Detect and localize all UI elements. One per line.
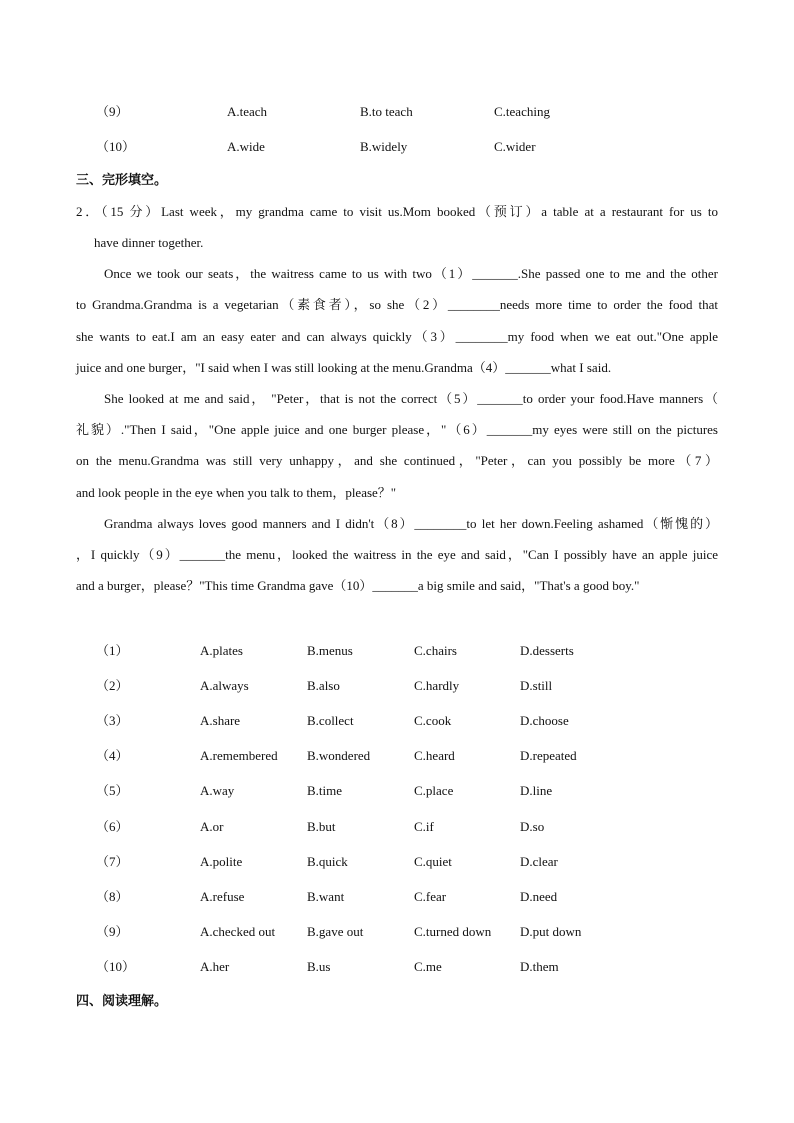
option-number: （10） bbox=[96, 958, 136, 974]
option-b: B.collect bbox=[307, 713, 354, 729]
option-a: A.plates bbox=[200, 643, 243, 658]
passage-line: to Grandma.Grandma is a vegetarian（素食者），so she（2）________needs more time to order the food that bbox=[76, 297, 718, 312]
option-d: D.them bbox=[520, 958, 559, 974]
option-number: （10） bbox=[96, 139, 136, 154]
option-number: （4） bbox=[96, 748, 129, 764]
passage-line: She looked at me and said， "Peter，that is not the correct（5）_______to order your food.Have manners（ bbox=[104, 391, 718, 406]
option-b: B.want bbox=[307, 888, 345, 904]
option-c: C.cook bbox=[414, 713, 452, 729]
section-heading-reading: 四、阅读理解。 bbox=[76, 994, 168, 1009]
option-b: B.quick bbox=[307, 853, 348, 869]
option-b: B.widely bbox=[360, 139, 408, 154]
option-c: C.heard bbox=[414, 748, 455, 764]
option-c: C.if bbox=[414, 818, 434, 834]
option-c: C.chairs bbox=[414, 643, 457, 658]
option-c: C.fear bbox=[414, 888, 447, 904]
option-c: C.hardly bbox=[414, 678, 460, 694]
option-c: C.place bbox=[414, 783, 454, 799]
option-row bbox=[96, 676, 656, 696]
option-d: D.so bbox=[520, 818, 545, 834]
option-a: A.her bbox=[200, 958, 230, 974]
passage-line: Grandma always loves good manners and I didn't（8）________to let her down.Feeling ashamed（惭愧的） bbox=[104, 516, 718, 531]
option-row bbox=[96, 781, 656, 801]
passage-line: on the menu.Grandma was still very unhappy，and she continued，"Peter，can you possibly be more（7） bbox=[76, 453, 718, 468]
option-a: A.always bbox=[200, 678, 249, 694]
option-d: D.desserts bbox=[520, 643, 574, 658]
passage-line: she wants to eat.I am an easy eater and can always quickly（3）________my food when we eat out."One apple bbox=[76, 329, 718, 344]
passage-line: and look people in the eye when you talk to them，please？" bbox=[76, 485, 397, 500]
option-b: B.time bbox=[307, 783, 343, 799]
option-row bbox=[96, 817, 656, 837]
option-c: C.quiet bbox=[414, 853, 452, 869]
option-c: C.turned down bbox=[414, 923, 492, 939]
option-d: D.clear bbox=[520, 853, 558, 869]
option-c: C.me bbox=[414, 958, 442, 974]
option-b: B.menus bbox=[307, 643, 353, 658]
question-line: have dinner together. bbox=[94, 235, 204, 250]
option-row bbox=[96, 852, 656, 872]
option-row bbox=[96, 887, 656, 907]
option-number: （6） bbox=[96, 818, 129, 834]
option-a: A.share bbox=[200, 713, 241, 729]
section-heading-cloze: 三、完形填空。 bbox=[76, 173, 168, 188]
option-number: （3） bbox=[96, 713, 129, 729]
option-b: B.wondered bbox=[307, 748, 371, 764]
option-number: （5） bbox=[96, 783, 129, 799]
option-a: A.way bbox=[200, 783, 235, 799]
option-row bbox=[96, 746, 656, 766]
option-row bbox=[96, 641, 656, 661]
option-a: A.teach bbox=[227, 104, 268, 119]
option-a: A.refuse bbox=[200, 888, 245, 904]
option-d: D.repeated bbox=[520, 748, 577, 764]
option-row bbox=[96, 957, 656, 977]
option-number: （9） bbox=[96, 104, 129, 119]
option-row bbox=[96, 922, 656, 942]
option-b: B.but bbox=[307, 818, 336, 834]
option-row-prev-10 bbox=[96, 137, 596, 157]
option-number: （7） bbox=[96, 853, 129, 869]
option-a: A.checked out bbox=[200, 923, 276, 939]
option-a: A.wide bbox=[227, 139, 265, 154]
option-row bbox=[96, 711, 656, 731]
option-d: D.put down bbox=[520, 923, 582, 939]
option-b: B.gave out bbox=[307, 923, 364, 939]
option-number: （2） bbox=[96, 678, 129, 694]
option-d: D.need bbox=[520, 888, 558, 904]
option-b: B.us bbox=[307, 958, 331, 974]
option-number: （9） bbox=[96, 923, 129, 939]
option-d: D.still bbox=[520, 678, 553, 694]
passage-line: 礼貌）."Then I said，"One apple juice and one burger please，"（6）_______my eyes were still on the pictures bbox=[76, 422, 718, 437]
passage-line: and a burger，please？"This time Grandma gave（10）_______a big smile and said，"That's a good boy." bbox=[76, 578, 640, 593]
option-c: C.wider bbox=[494, 139, 536, 154]
option-number: （8） bbox=[96, 888, 129, 904]
option-c: C.teaching bbox=[494, 104, 550, 119]
question-line: 2．（15 分）Last week，my grandma came to visit us.Mom booked（预订）a table at a restaurant for us to bbox=[76, 204, 718, 219]
option-b: B.also bbox=[307, 678, 340, 694]
passage-line: juice and one burger，"I said when I was still looking at the menu.Grandma（4）_______what I said. bbox=[76, 360, 612, 375]
option-number: （1） bbox=[96, 643, 129, 658]
option-a: A.or bbox=[200, 818, 224, 834]
option-d: D.line bbox=[520, 783, 553, 799]
option-a: A.remembered bbox=[200, 748, 278, 764]
option-row-prev-9 bbox=[96, 102, 596, 122]
passage-line: Once we took our seats，the waitress came to us with two（1）_______.She passed one to me and the other bbox=[104, 266, 718, 281]
option-b: B.to teach bbox=[360, 104, 413, 119]
option-d: D.choose bbox=[520, 713, 569, 729]
option-a: A.polite bbox=[200, 853, 243, 869]
passage-line: ，I quickly（9）_______the menu，looked the waitress in the eye and said，"Can I possibly have an apple juice bbox=[76, 547, 718, 562]
